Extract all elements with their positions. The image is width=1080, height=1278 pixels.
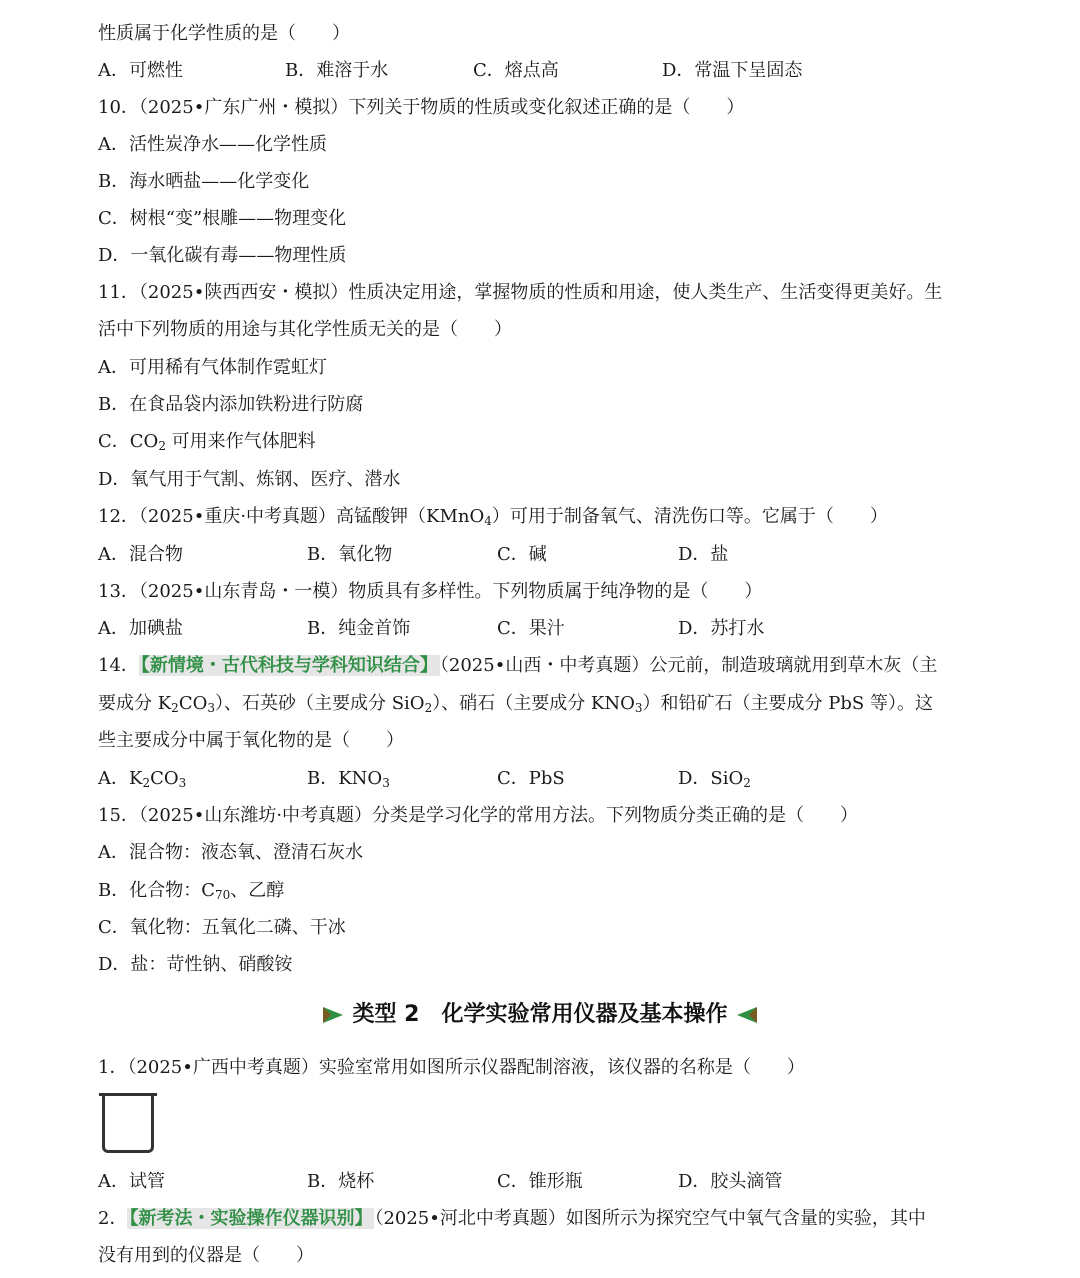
q13-option-a: A．加碘盐 (98, 618, 183, 639)
s2q2-context-tag: 【新考法・实验操作仪器识别】 (129, 1208, 373, 1229)
q15-option-b: B．化合物：$C_{70}$、乙醇 (98, 880, 285, 902)
q10-option-c: C．树根“变”根雕——物理变化 (98, 208, 347, 229)
q14-option-b: B．$KNO_3$ (307, 768, 390, 790)
q9-option-a: A．可燃性 (98, 60, 183, 81)
q10-stem: 10．（2025•广东广州・模拟）下列关于物质的性质或变化叙述正确的是（ ） (98, 97, 745, 118)
q12-option-d: D．盐 (678, 544, 729, 565)
s2q1-stem: 1．（2025•广西中考真题）实验室常用如图所示仪器配制溶液，该仪器的名称是（ ） (98, 1057, 805, 1078)
q12-stem: 12．（2025•重庆·中考真题）高锰酸钾（KMnO$_4$）可用于制备氧气、清洗伤口等。它属于（ ） (98, 506, 888, 528)
q11-stem-line2: 活中下列物质的用途与其化学性质无关的是（ ） (98, 319, 512, 340)
s2q2-stem-line2: 没有用到的仪器是（ ） (98, 1245, 314, 1266)
q12-option-c: C．碱 (497, 544, 547, 565)
q14-context-tag: 【新情境・古代科技与学科知识结合】 (140, 655, 438, 676)
q11-option-d: D．氧气用于气割、炼钢、医疗、潜水 (98, 469, 401, 490)
q11-option-b: B．在食品袋内添加铁粉进行防腐 (98, 394, 364, 415)
q14-option-d: D．SiO$_2$ (678, 768, 751, 790)
q13-stem: 13．（2025•山东青岛・一模）物质具有多样性。下列物质属于纯净物的是（ ） (98, 581, 763, 602)
s2q2-stem-line1: 2． 【新考法・实验操作仪器识别】 （2025•河北中考真题）如图所示为探究空气中氧气含量的实验，其中 (98, 1208, 926, 1229)
q13-option-d: D．苏打水 (678, 618, 765, 639)
s2q1-option-a: A．试管 (98, 1171, 165, 1192)
q10-option-b: B．海水晒盐——化学变化 (98, 171, 310, 192)
left-arrow-icon (735, 1005, 759, 1025)
q11-stem-line1: 11．（2025•陕西西安・模拟）性质决定用途，掌握物质的性质和用途，使人类生产、生活变得更美好。生 (98, 282, 943, 303)
q9-option-d: D．常温下呈固态 (662, 60, 803, 81)
beaker-illustration (102, 1093, 154, 1153)
q10-option-a: A．活性炭净水——化学性质 (98, 134, 327, 155)
q15-option-a: A．混合物：液态氧、澄清石灰水 (98, 842, 363, 863)
q13-option-c: C．果汁 (497, 618, 565, 639)
q14-option-c: C．PbS (497, 768, 565, 789)
q14-stem-line2: 要成分 $K_2CO_3$）、石英砂（主要成分 SiO$_2$）、硝石（主要成分 $KNO_3$）和铅矿石（主要成分 PbS 等）。这 (98, 693, 933, 715)
q14-option-a: A．$K_2CO_3$ (98, 768, 187, 790)
section-heading (0, 998, 1080, 1032)
q15-option-d: D．盐：苛性钠、硝酸铵 (98, 954, 293, 975)
q11-option-c: C．$CO_2$ 可用来作气体肥料 (98, 431, 316, 453)
s2q1-option-c: C．锥形瓶 (497, 1171, 583, 1192)
q14-stem-line1: 14． 【新情境・古代科技与学科知识结合】 （2025•山西・中考真题）公元前，制造玻璃就用到草木灰（主 (98, 655, 938, 676)
s2q1-option-d: D．胶头滴管 (678, 1171, 783, 1192)
q11-option-a: A．可用稀有气体制作霓虹灯 (98, 357, 327, 378)
q9-option-b: B．难溶于水 (285, 60, 389, 81)
q13-option-b: B．纯金首饰 (307, 618, 411, 639)
q12-option-a: A．混合物 (98, 544, 183, 565)
s2q1-option-b: B．烧杯 (307, 1171, 375, 1192)
q15-stem: 15．（2025•山东潍坊·中考真题）分类是学习化学的常用方法。下列物质分类正确的是（ ） (98, 805, 859, 826)
q10-option-d: D．一氧化碳有毒——物理性质 (98, 245, 347, 266)
section-title: 类型 2 化学实验常用仪器及基本操作 (352, 1002, 728, 1027)
q15-option-c: C．氧化物：五氧化二磷、干冰 (98, 917, 346, 938)
q9-option-c: C．熔点高 (473, 60, 559, 81)
q14-stem-line3: 些主要成分中属于氧化物的是（ ） (98, 730, 404, 751)
q9-stem: 性质属于化学性质的是（ ） (98, 23, 350, 44)
right-arrow-icon (321, 1005, 345, 1025)
q12-option-b: B．氧化物 (307, 544, 393, 565)
